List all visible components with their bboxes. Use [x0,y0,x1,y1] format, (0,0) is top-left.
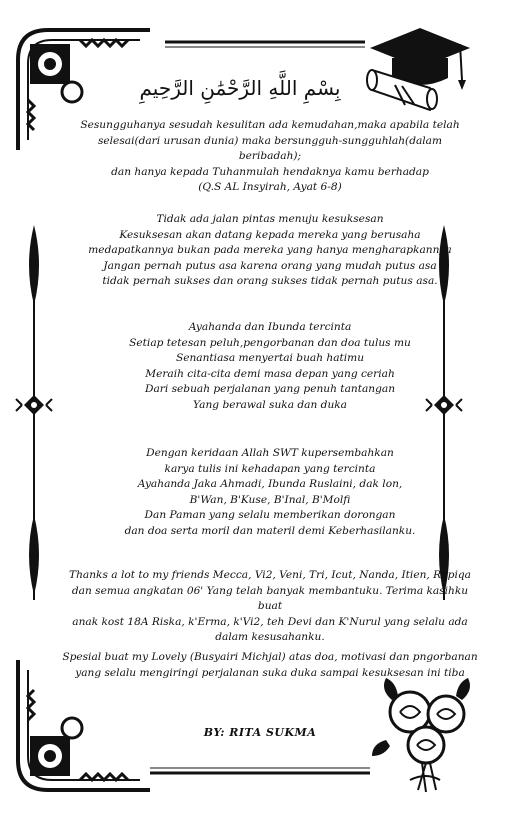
dedication-line: Dengan keridaan Allah SWT kupersembahkan [146,447,394,459]
motivation-line: tidak pernah sukses dan orang sukses tidak pernah putus asa. [102,275,438,288]
tribute-line: Senantiasa menyertai buah hatimu [175,352,365,365]
motivation-line: medapatkannya bukan pada mereka yang hanya mengharapkannya [88,244,452,257]
special-thanks-block [60,650,480,681]
left-side-ornament-icon [16,225,52,600]
dedication-block [70,446,470,540]
thanks-line: dalam kesusahanku. [215,631,325,644]
quran-verse-block [70,118,470,196]
author-signature: BY: RITA SUKMA [203,726,317,739]
basmala-calligraphy: بِسْمِ اللَّهِ الرَّحْمَٰنِ الرَّحِيمِ [139,76,341,100]
motivation-block [70,212,470,290]
verse-line: selesai(dari urusan dunia) maka bersungguh-sungguhlah(dalam beribadah); [97,134,443,163]
motivation-line: Jangan pernah putus asa karena orang yang mudah putus asa [103,259,437,272]
special-line: yang selalu mengiringi perjalanan suka duka sampai kesuksesan ini tiba [75,666,465,679]
tribute-line: Meraih cita-cita demi masa depan yang ceriah [145,367,395,380]
special-line: Spesial buat my Lovely (Busyairi Michjal) atas doa, motivasi dan pngorbanan [62,651,478,663]
motivation-line: Kesuksesan akan datang kepada mereka yang berusaha [119,228,421,241]
thanks-line: dan semua angkatan 06' Yang telah banyak membantuku. Terima kasihku buat [71,584,469,613]
verse-line: Sesungguhanya sesudah kesulitan ada kemudahan,maka apabila telah [80,119,460,131]
thanks-line: Thanks a lot to my friends Mecca, Vi2, Veni, Tri, Icut, Nanda, Itien, Rapiqa [69,569,471,581]
dedication-line: B'Wan, B'Kuse, B'Inal, B'Molfi [189,493,351,506]
parents-tribute-block [70,320,470,414]
tribute-line: Ayahanda dan Ibunda tercinta [188,321,352,333]
dedication-line: Dan Paman yang selalu memberikan dorongan [144,509,396,522]
dedication-line: Ayahanda Jaka Ahmadi, Ibunda Ruslaini, dak lon, [137,478,403,491]
verse-line: dan hanya kepada Tuhanmulah hendaknya kamu berhadap [111,165,429,178]
motivation-line: Tidak ada jalan pintas menuju kesuksesan [156,213,384,225]
friends-thanks-block [60,568,480,646]
tribute-line: Dari sebuah perjalanan yang penuh tantangan [144,383,396,396]
dedication-line: karya tulis ini kehadapan yang tercinta [164,462,376,475]
verse-citation: (Q.S AL Insyirah, Ayat 6-8) [198,181,342,194]
dedication-line: dan doa serta moril dan materil demi Keberhasilanku. [124,524,416,537]
thanks-line: anak kost 18A Riska, k'Erma, k'Vi2, teh Devi dan K'Nurul yang selalu ada [72,615,468,628]
tribute-line: Yang berawal suka dan duka [192,398,348,411]
roses-bouquet-icon [372,678,470,792]
tribute-line: Setiap tetesan peluh,pengorbanan dan doa tulus mu [129,336,411,349]
